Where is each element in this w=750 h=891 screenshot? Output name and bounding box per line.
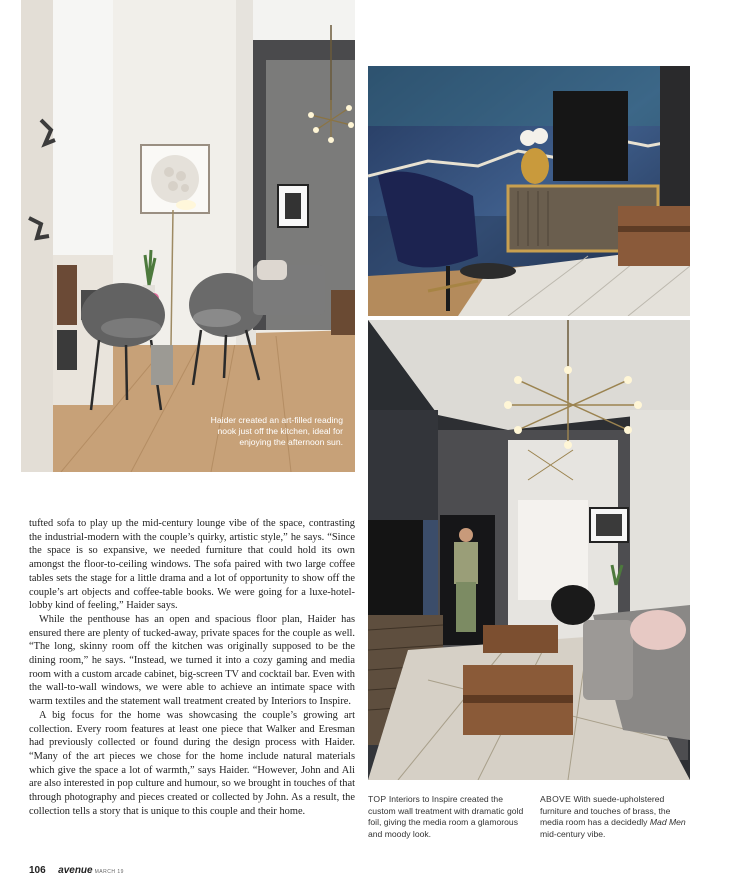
caption-label-above: ABOVE — [540, 794, 572, 804]
caption-label-top: TOP — [368, 794, 387, 804]
media-room-photo — [368, 320, 690, 780]
nook-photo-caption: Haider created an art-filled reading nook just off the kitchen, ideal for enjoying the afternoon sun. — [210, 415, 343, 447]
page-number: 106 — [29, 865, 46, 876]
reading-nook-photo — [21, 0, 355, 472]
body-paragraph: A big focus for the home was showcasing the couple’s growing art collection. Every room features at least one piece that Walker and Eresman had previously collected or found during the design process with Haider. “Many of the art pieces we chose for the home include natural materials which give the space a lot of warmth,” says Haider. “However, John and Ali are also interested in pop culture and humour, so we brought in touches of that through photography and pieces created or collected by John. As a result, the collection tells a story that is unique to this couple and their home. — [29, 709, 355, 817]
above-photo-caption — [540, 794, 690, 840]
magazine-brand: avenue — [58, 865, 93, 876]
caption-text-above: With suede-upholstered furniture and touches of brass, the media room has a decidedly — [540, 794, 671, 827]
page-footer — [29, 860, 124, 878]
media-room-wall-photo — [368, 66, 690, 316]
caption-text-top: Interiors to Inspire created the custom wall treatment with dramatic gold foil, giving the media room a glamorous and moody look. — [368, 794, 524, 839]
caption-text-above-italic: Mad Men — [649, 817, 686, 827]
issue-label: MARCH 19 — [94, 869, 124, 875]
caption-text-above-end: mid-century vibe. — [540, 828, 606, 839]
body-paragraph: While the penthouse has an open and spacious floor plan, Haider has ensured there are plenty of tucked-away, private spaces for the couple as well. “The long, skinny room off the kitchen was originally supposed to be the dining room,” he says. “Instead, we turned it into a cozy gaming and media room with a custom arcade cabinet, big-screen TV and cocktail bar. Even with the wall-to-wall windows, we were able to achieve an intimate space with warm textiles and the statement wall treatment created by Interiors to Inspire. — [29, 613, 355, 708]
top-photo-caption — [368, 794, 528, 840]
body-paragraph: tufted sofa to play up the mid-century lounge vibe of the space, contrasting the industrial-modern with the couple’s quirky, artistic style,” he says. “Since the space is so expansive, we needed furniture that could hold its own amongst the floor-to-ceiling windows. The sofa paired with two large coffee tables sets the stage for a little drama and a lot of opportunity to show off the couple’s art objects and coffee-table books. We were going for a luxe-hotel-lobby kind of feeling,” Haider says. — [29, 518, 355, 612]
article-body — [29, 517, 355, 818]
